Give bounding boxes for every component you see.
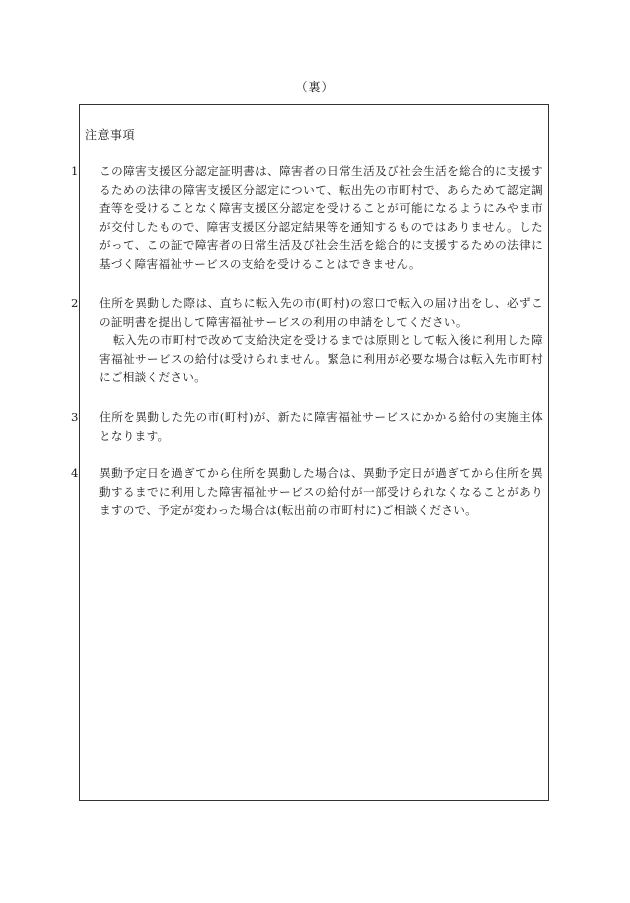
notice-item-3-paragraph-1 [71, 408, 543, 445]
notice-item-2-text-2: 転入先の市町村で改めて支給決定を受けるまでは原則として転入後に利用した障害福祉サービスの給付は受けられません。緊急に利用が必要な場合は転入先市町村にご相談ください。 [99, 333, 543, 385]
notice-item-2-text-1: 住所を異動した際は、直ちに転入先の市(町村)の窓口で転入の届け出をし、必ずこの証明書を提出して障害福祉サービスの利用の申請をしてください。 [99, 296, 543, 329]
notice-item-4-text: 異動予定日を過ぎてから住所を異動した場合は、異動予定日が過ぎてから住所を異動するまでに利用した障害福祉サービスの給付が一部受けられなくなることがありますので、予定が変わった場合は(転出前の市町村に)ご相談ください。 [99, 466, 543, 518]
notice-item-1-paragraph-1 [71, 162, 543, 274]
notice-item-1-number: 1 [71, 164, 79, 178]
section-title: 注意事項 [85, 128, 136, 142]
notice-item-2-paragraph-2 [85, 331, 543, 387]
notice-item-4-paragraph-1 [71, 464, 543, 520]
notice-item-4 [71, 464, 543, 520]
notice-item-3-text: 住所を異動した先の市(町村)が、新たに障害福祉サービスにかかる給付の実施主体となります。 [99, 410, 543, 443]
notice-item-3 [71, 408, 543, 445]
page-heading: （裏） [295, 80, 335, 94]
notice-item-1-text: この障害支援区分認定証明書は、障害者の日常生活及び社会生活を総合的に支援するための法律の障害支援区分認定について、転出先の市町村で、あらためて認定調査等を受けることなく障害支援区分認定を受けることが可能になるようにみやま市が交付したもので、障害支援区分認定結果等を通知するものではありません。したがって、この証で障害者の日常生活及び社会生活を総合的に支援するための法律に基づく障害福祉サービスの支給を受けることはできません。 [99, 164, 543, 271]
notice-item-3-number: 3 [71, 410, 79, 424]
notice-item-2-number: 2 [71, 296, 79, 310]
notice-item-4-number: 4 [71, 466, 79, 480]
notice-item-2-paragraph-1 [71, 294, 543, 331]
notice-item-1 [71, 162, 543, 274]
notice-item-2 [71, 294, 543, 387]
